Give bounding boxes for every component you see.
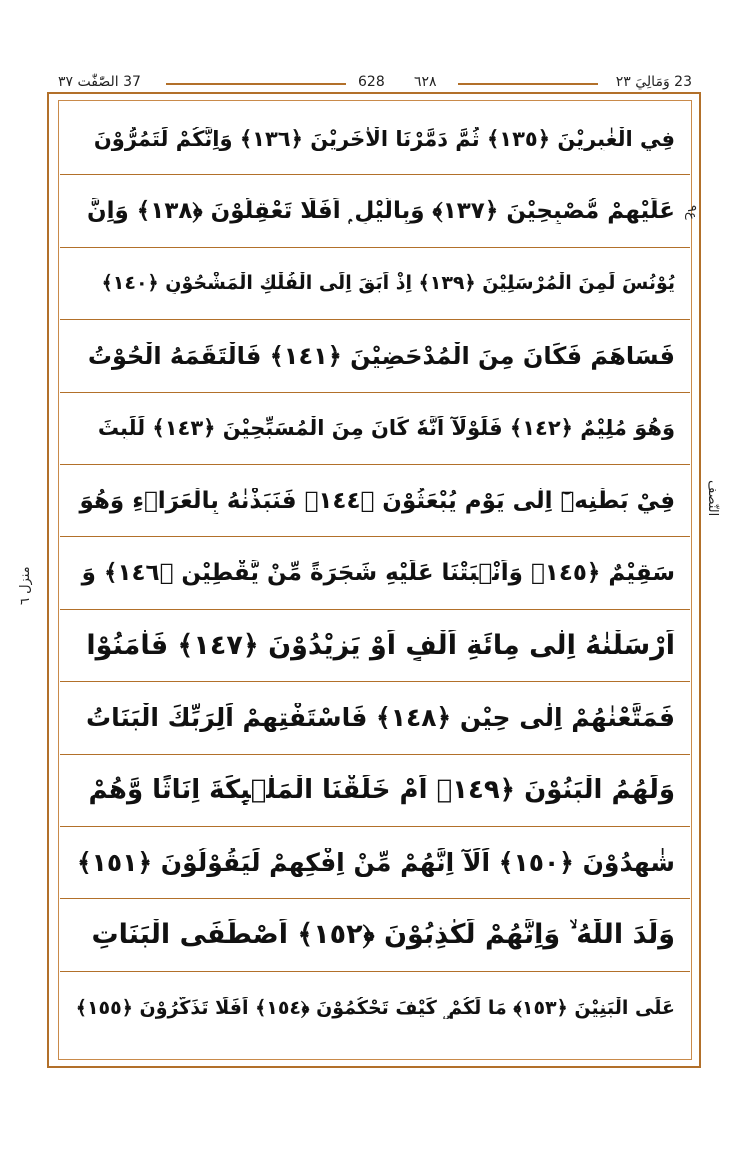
text-line xyxy=(60,393,690,465)
line-text-1: فِي الْغٰبِرِيْنَ ﴿١٣٥﴾ ثُمَّ دَمَّرْنَا الْاٰخَرِيْنَ ﴿١٣٦﴾ وَاِنَّكُمْ لَتَمُرُّوْنَ xyxy=(93,126,675,151)
page-header xyxy=(58,74,692,96)
page-number: 628 xyxy=(358,74,385,90)
header-rule-right xyxy=(458,83,598,85)
page-number-arabic: ٦٢٨ xyxy=(414,74,437,90)
line-text-9: فَمَتَّعْنٰهُمْ اِلٰى حِيْنٍ ﴿١٤٨﴾ فَاسْتَفْتِهِمْ اَلِرَبِّكَ الْبَنَاتُ xyxy=(86,703,675,733)
text-line xyxy=(60,899,690,971)
surah-name-label: 37 الصّٰفّٰت ٣٧ xyxy=(58,74,141,90)
line-text-11: شٰهِدُوْنَ ﴿١٥٠﴾ اَلَآ اِنَّهُمْ مِّنْ اِفْكِهِمْ لَيَقُوْلُوْنَ ﴿١٥١﴾ xyxy=(77,848,675,878)
line-text-10: وَلَهُمُ الْبَنُوْنَ ﴿١٤٩﴾ اَمْ خَلَقْنَا الْمَلٰۗىِٕكَةَ اِنَاثًا وَّهُمْ xyxy=(88,775,675,806)
line-text-3: يُوْنُسَ لَمِنَ الْمُرْسَلِيْنَ ﴿١٣٩﴾ اِذْ اَبَقَ اِلَى الْفُلْكِ الْمَشْحُوْنِ ﴿١٤٠﴾ xyxy=(101,272,675,295)
header-rule-left xyxy=(166,83,346,85)
text-line xyxy=(60,755,690,827)
text-line xyxy=(60,248,690,320)
line-text-13: عَلَى الْبَنِيْنَ ﴿١٥٣﴾ مَا لَكُمْ ۣ كَيْفَ تَحْكُمُوْنَ ﴿١٥٤﴾ اَفَلَا تَذَكَّرُوْنَ ﴿١٥٥﴾ xyxy=(75,996,675,1019)
text-line xyxy=(60,537,690,609)
text-line xyxy=(60,827,690,899)
line-text-8: اَرْسَلْنٰهُ اِلٰى مِائَةِ اَلْفٍ اَوْ يَزِيْدُوْنَ ﴿١٤٧﴾ فَاٰمَنُوْا xyxy=(86,629,675,661)
text-line xyxy=(60,465,690,537)
half-marker: النّصف xyxy=(705,480,720,517)
ruku-marker: ع٩ xyxy=(684,205,699,220)
quran-text-block xyxy=(60,103,690,1057)
line-text-2: عَلَيْهِمْ مُّصْبِحِيْنَ ﴿١٣٧﴾ وَبِالَّيْلِ ۭ اَفَلَا تَعْقِلُوْنَ ﴿١٣٨﴾ وَاِنَّ xyxy=(86,198,675,225)
text-line xyxy=(60,103,690,175)
text-line xyxy=(60,610,690,682)
juz-name-label: 23 وَمَالِيَ ٢٣ xyxy=(615,74,692,90)
line-text-4: فَسَاهَمَ فَكَانَ مِنَ الْمُدْحَضِيْنَ ﴿١٤١﴾ فَالْتَقَمَهُ الْحُوْتُ xyxy=(87,341,675,370)
line-text-7: سَقِيْمٌ ﴿١٤٥﴾ وَاَنْۢبَتْنَا عَلَيْهِ شَجَرَةً مِّنْ يَّقْطِيْنٍ ﴿١٤٦﴾ وَ xyxy=(81,560,675,587)
text-line xyxy=(60,972,690,1044)
text-line xyxy=(60,682,690,754)
line-text-12: وَلَدَ اللّٰهُ ۙ وَاِنَّهُمْ لَكٰذِبُوْنَ ﴿١٥٢﴾ اَصْطَفَى الْبَنَاتِ xyxy=(91,918,675,950)
line-text-6: فِيْ بَطْنِهٖٓ اِلٰى يَوْمِ يُبْعَثُوْنَ ﴿١٤٤﴾ فَنَبَذْنٰهُ بِالْعَرَاۗءِ وَهُوَ xyxy=(79,487,675,514)
text-line xyxy=(60,175,690,247)
manzil-marker: منزل ٦ xyxy=(18,566,33,605)
line-text-5: وَهُوَ مُلِيْمٌ ﴿١٤٢﴾ فَلَوْلَآ اَنَّهٗ كَانَ مِنَ الْمُسَبِّحِيْنَ ﴿١٤٣﴾ لَلَبِثَ xyxy=(97,416,675,441)
text-line xyxy=(60,320,690,392)
